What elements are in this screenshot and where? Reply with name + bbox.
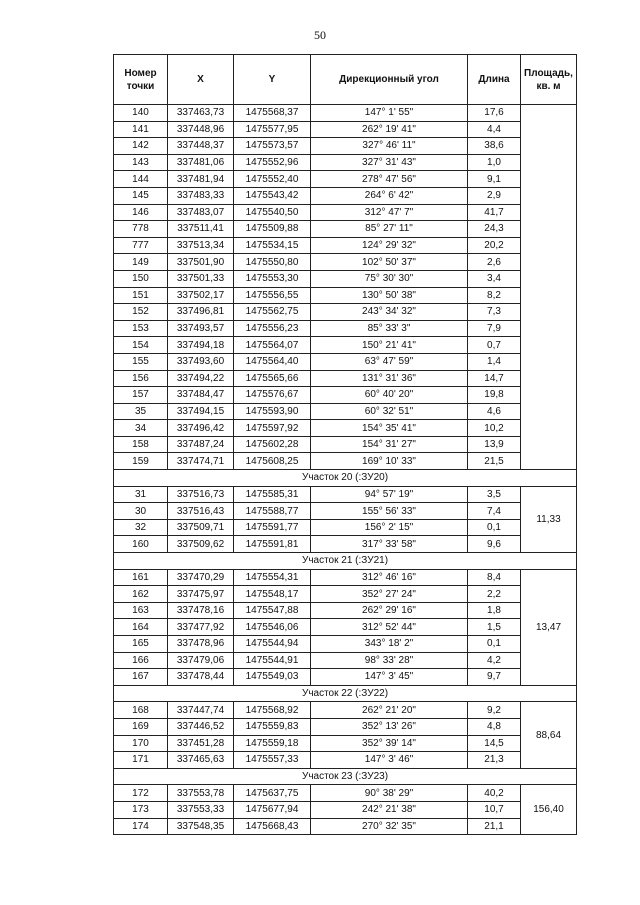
x-cell: 337496,81 <box>168 304 234 321</box>
point-number-cell: 164 <box>114 619 168 636</box>
table-row <box>114 586 577 603</box>
x-cell: 337553,33 <box>168 801 234 818</box>
table-row <box>114 171 577 188</box>
x-cell: 337478,44 <box>168 669 234 686</box>
x-cell: 337494,18 <box>168 337 234 354</box>
length-cell: 14,5 <box>468 735 521 752</box>
x-cell: 337511,41 <box>168 221 234 238</box>
y-cell: 1475591,77 <box>234 519 311 536</box>
table-header-row <box>114 55 577 105</box>
length-cell: 21,5 <box>468 453 521 470</box>
point-number-cell: 34 <box>114 420 168 437</box>
area-cell: 11,33 <box>521 486 577 552</box>
header-point-number: Номер точки <box>114 55 168 105</box>
point-number-cell: 144 <box>114 171 168 188</box>
x-cell: 337451,28 <box>168 735 234 752</box>
point-number-cell: 167 <box>114 669 168 686</box>
y-cell: 1475552,96 <box>234 154 311 171</box>
y-cell: 1475546,06 <box>234 619 311 636</box>
point-number-cell: 30 <box>114 503 168 520</box>
point-number-cell: 145 <box>114 187 168 204</box>
x-cell: 337509,62 <box>168 536 234 553</box>
point-number-cell: 173 <box>114 801 168 818</box>
y-cell: 1475602,28 <box>234 436 311 453</box>
length-cell: 0,7 <box>468 337 521 354</box>
y-cell: 1475544,91 <box>234 652 311 669</box>
direction-angle-cell: 60° 40' 20" <box>311 387 468 404</box>
x-cell: 337516,43 <box>168 503 234 520</box>
direction-angle-cell: 147° 1' 55" <box>311 105 468 122</box>
table-row <box>114 735 577 752</box>
x-cell: 337487,24 <box>168 436 234 453</box>
point-number-cell: 35 <box>114 403 168 420</box>
length-cell: 3,4 <box>468 270 521 287</box>
table-row <box>114 669 577 686</box>
area-cell: 13,47 <box>521 569 577 685</box>
y-cell: 1475564,40 <box>234 353 311 370</box>
table-row <box>114 370 577 387</box>
point-number-cell: 143 <box>114 154 168 171</box>
direction-angle-cell: 131° 31' 36" <box>311 370 468 387</box>
point-number-cell: 163 <box>114 602 168 619</box>
point-number-cell: 157 <box>114 387 168 404</box>
x-cell: 337496,42 <box>168 420 234 437</box>
table-row <box>114 702 577 719</box>
table-row <box>114 320 577 337</box>
section-title: Участок 22 (:ЗУ22) <box>114 685 577 702</box>
direction-angle-cell: 147° 3' 46" <box>311 752 468 769</box>
table-row <box>114 270 577 287</box>
x-cell: 337493,57 <box>168 320 234 337</box>
y-cell: 1475577,95 <box>234 121 311 138</box>
length-cell: 0,1 <box>468 519 521 536</box>
direction-angle-cell: 102° 50' 37" <box>311 254 468 271</box>
y-cell: 1475568,37 <box>234 105 311 122</box>
y-cell: 1475608,25 <box>234 453 311 470</box>
length-cell: 4,8 <box>468 718 521 735</box>
length-cell: 9,2 <box>468 702 521 719</box>
direction-angle-cell: 63° 47' 59" <box>311 353 468 370</box>
direction-angle-cell: 352° 13' 26" <box>311 718 468 735</box>
point-number-cell: 168 <box>114 702 168 719</box>
point-number-cell: 160 <box>114 536 168 553</box>
length-cell: 2,9 <box>468 187 521 204</box>
header-length: Длина <box>468 55 521 105</box>
point-number-cell: 171 <box>114 752 168 769</box>
section-header-row <box>114 685 577 702</box>
length-cell: 19,8 <box>468 387 521 404</box>
x-cell: 337448,96 <box>168 121 234 138</box>
x-cell: 337483,07 <box>168 204 234 221</box>
point-number-cell: 158 <box>114 436 168 453</box>
x-cell: 337501,33 <box>168 270 234 287</box>
y-cell: 1475593,90 <box>234 403 311 420</box>
x-cell: 337553,78 <box>168 785 234 802</box>
direction-angle-cell: 270° 32' 35" <box>311 818 468 835</box>
table-row <box>114 785 577 802</box>
direction-angle-cell: 130° 50' 38" <box>311 287 468 304</box>
y-cell: 1475597,92 <box>234 420 311 437</box>
table-row <box>114 420 577 437</box>
table-row <box>114 121 577 138</box>
y-cell: 1475677,94 <box>234 801 311 818</box>
table-row <box>114 254 577 271</box>
y-cell: 1475556,55 <box>234 287 311 304</box>
area-cell: 156,40 <box>521 785 577 835</box>
length-cell: 9,6 <box>468 536 521 553</box>
direction-angle-cell: 352° 39' 14" <box>311 735 468 752</box>
y-cell: 1475550,80 <box>234 254 311 271</box>
length-cell: 1,4 <box>468 353 521 370</box>
direction-angle-cell: 312° 52' 44" <box>311 619 468 636</box>
length-cell: 4,6 <box>468 403 521 420</box>
direction-angle-cell: 327° 31' 43" <box>311 154 468 171</box>
direction-angle-cell: 242° 21' 38" <box>311 801 468 818</box>
length-cell: 4,2 <box>468 652 521 669</box>
length-cell: 7,9 <box>468 320 521 337</box>
section-header-row <box>114 768 577 785</box>
point-number-cell: 142 <box>114 138 168 155</box>
table-row <box>114 337 577 354</box>
y-cell: 1475548,17 <box>234 586 311 603</box>
direction-angle-cell: 262° 29' 16" <box>311 602 468 619</box>
length-cell: 20,2 <box>468 237 521 254</box>
x-cell: 337501,90 <box>168 254 234 271</box>
direction-angle-cell: 150° 21' 41" <box>311 337 468 354</box>
direction-angle-cell: 169° 10' 33" <box>311 453 468 470</box>
x-cell: 337481,94 <box>168 171 234 188</box>
direction-angle-cell: 312° 47' 7" <box>311 204 468 221</box>
direction-angle-cell: 85° 27' 11" <box>311 221 468 238</box>
direction-angle-cell: 312° 46' 16" <box>311 569 468 586</box>
point-number-cell: 153 <box>114 320 168 337</box>
y-cell: 1475568,92 <box>234 702 311 719</box>
y-cell: 1475557,33 <box>234 752 311 769</box>
y-cell: 1475573,57 <box>234 138 311 155</box>
point-number-cell: 152 <box>114 304 168 321</box>
point-number-cell: 151 <box>114 287 168 304</box>
length-cell: 4,4 <box>468 121 521 138</box>
table-row <box>114 105 577 122</box>
point-number-cell: 162 <box>114 586 168 603</box>
area-cell: 88,64 <box>521 702 577 768</box>
length-cell: 21,3 <box>468 752 521 769</box>
header-direction-angle: Дирекционный угол <box>311 55 468 105</box>
length-cell: 2,6 <box>468 254 521 271</box>
direction-angle-cell: 85° 33' 3" <box>311 320 468 337</box>
direction-angle-cell: 154° 31' 27" <box>311 436 468 453</box>
length-cell: 24,3 <box>468 221 521 238</box>
point-number-cell: 174 <box>114 818 168 835</box>
table-row <box>114 287 577 304</box>
table-row <box>114 519 577 536</box>
y-cell: 1475509,88 <box>234 221 311 238</box>
direction-angle-cell: 343° 18' 2" <box>311 636 468 653</box>
direction-angle-cell: 156° 2' 15" <box>311 519 468 536</box>
y-cell: 1475559,18 <box>234 735 311 752</box>
point-number-cell: 159 <box>114 453 168 470</box>
y-cell: 1475637,75 <box>234 785 311 802</box>
x-cell: 337448,37 <box>168 138 234 155</box>
table-row <box>114 718 577 735</box>
x-cell: 337477,92 <box>168 619 234 636</box>
point-number-cell: 172 <box>114 785 168 802</box>
table-row <box>114 204 577 221</box>
point-number-cell: 149 <box>114 254 168 271</box>
table-row <box>114 403 577 420</box>
page-number: 50 <box>314 28 326 42</box>
point-number-cell: 165 <box>114 636 168 653</box>
direction-angle-cell: 155° 56' 33" <box>311 503 468 520</box>
length-cell: 13,9 <box>468 436 521 453</box>
table-body <box>114 105 577 835</box>
direction-angle-cell: 147° 3' 45" <box>311 669 468 686</box>
direction-angle-cell: 278° 47' 56" <box>311 171 468 188</box>
direction-angle-cell: 327° 46' 11" <box>311 138 468 155</box>
x-cell: 337494,22 <box>168 370 234 387</box>
y-cell: 1475591,81 <box>234 536 311 553</box>
y-cell: 1475556,23 <box>234 320 311 337</box>
direction-angle-cell: 60° 32' 51" <box>311 403 468 420</box>
length-cell: 8,2 <box>468 287 521 304</box>
header-x: X <box>168 55 234 105</box>
table-row <box>114 818 577 835</box>
length-cell: 8,4 <box>468 569 521 586</box>
y-cell: 1475588,77 <box>234 503 311 520</box>
length-cell: 10,7 <box>468 801 521 818</box>
table-row <box>114 436 577 453</box>
header-y: Y <box>234 55 311 105</box>
direction-angle-cell: 317° 33' 58" <box>311 536 468 553</box>
length-cell: 17,6 <box>468 105 521 122</box>
x-cell: 337470,29 <box>168 569 234 586</box>
length-cell: 7,3 <box>468 304 521 321</box>
x-cell: 337493,60 <box>168 353 234 370</box>
point-number-cell: 778 <box>114 221 168 238</box>
point-number-cell: 777 <box>114 237 168 254</box>
length-cell: 1,0 <box>468 154 521 171</box>
section-title: Участок 20 (:ЗУ20) <box>114 470 577 487</box>
coordinates-table <box>113 54 577 835</box>
table-row <box>114 138 577 155</box>
y-cell: 1475668,43 <box>234 818 311 835</box>
table-row <box>114 503 577 520</box>
x-cell: 337446,52 <box>168 718 234 735</box>
point-number-cell: 170 <box>114 735 168 752</box>
y-cell: 1475540,50 <box>234 204 311 221</box>
table-row <box>114 353 577 370</box>
x-cell: 337509,71 <box>168 519 234 536</box>
y-cell: 1475543,42 <box>234 187 311 204</box>
table-row <box>114 652 577 669</box>
table-row <box>114 536 577 553</box>
length-cell: 2,2 <box>468 586 521 603</box>
x-cell: 337516,73 <box>168 486 234 503</box>
x-cell: 337479,06 <box>168 652 234 669</box>
area-cell <box>521 105 577 470</box>
table-row <box>114 486 577 503</box>
y-cell: 1475565,66 <box>234 370 311 387</box>
header-area: Площадь, кв. м <box>521 55 577 105</box>
x-cell: 337474,71 <box>168 453 234 470</box>
point-number-cell: 32 <box>114 519 168 536</box>
x-cell: 337478,16 <box>168 602 234 619</box>
point-number-cell: 146 <box>114 204 168 221</box>
length-cell: 21,1 <box>468 818 521 835</box>
y-cell: 1475554,31 <box>234 569 311 586</box>
length-cell: 9,7 <box>468 669 521 686</box>
y-cell: 1475547,88 <box>234 602 311 619</box>
table-row <box>114 636 577 653</box>
point-number-cell: 150 <box>114 270 168 287</box>
length-cell: 41,7 <box>468 204 521 221</box>
length-cell: 38,6 <box>468 138 521 155</box>
table-row <box>114 237 577 254</box>
table-row <box>114 801 577 818</box>
length-cell: 9,1 <box>468 171 521 188</box>
x-cell: 337465,63 <box>168 752 234 769</box>
section-header-row <box>114 553 577 570</box>
point-number-cell: 154 <box>114 337 168 354</box>
direction-angle-cell: 264° 6' 42" <box>311 187 468 204</box>
length-cell: 3,5 <box>468 486 521 503</box>
section-header-row <box>114 470 577 487</box>
y-cell: 1475564,07 <box>234 337 311 354</box>
point-number-cell: 155 <box>114 353 168 370</box>
y-cell: 1475585,31 <box>234 486 311 503</box>
direction-angle-cell: 154° 35' 41" <box>311 420 468 437</box>
point-number-cell: 156 <box>114 370 168 387</box>
x-cell: 337483,33 <box>168 187 234 204</box>
direction-angle-cell: 75° 30' 30" <box>311 270 468 287</box>
table-row <box>114 602 577 619</box>
table-row <box>114 187 577 204</box>
length-cell: 1,8 <box>468 602 521 619</box>
table-row <box>114 304 577 321</box>
point-number-cell: 161 <box>114 569 168 586</box>
y-cell: 1475553,30 <box>234 270 311 287</box>
y-cell: 1475576,67 <box>234 387 311 404</box>
direction-angle-cell: 352° 27' 24" <box>311 586 468 603</box>
table-row <box>114 453 577 470</box>
point-number-cell: 141 <box>114 121 168 138</box>
section-title: Участок 23 (:ЗУ23) <box>114 768 577 785</box>
direction-angle-cell: 98° 33' 28" <box>311 652 468 669</box>
point-number-cell: 31 <box>114 486 168 503</box>
y-cell: 1475534,15 <box>234 237 311 254</box>
x-cell: 337484,47 <box>168 387 234 404</box>
direction-angle-cell: 262° 21' 20" <box>311 702 468 719</box>
direction-angle-cell: 90° 38' 29" <box>311 785 468 802</box>
length-cell: 1,5 <box>468 619 521 636</box>
table-row <box>114 752 577 769</box>
point-number-cell: 166 <box>114 652 168 669</box>
length-cell: 7,4 <box>468 503 521 520</box>
point-number-cell: 140 <box>114 105 168 122</box>
length-cell: 0,1 <box>468 636 521 653</box>
y-cell: 1475549,03 <box>234 669 311 686</box>
table-row <box>114 387 577 404</box>
x-cell: 337475,97 <box>168 586 234 603</box>
direction-angle-cell: 243° 34' 32" <box>311 304 468 321</box>
direction-angle-cell: 124° 29' 32" <box>311 237 468 254</box>
x-cell: 337494,15 <box>168 403 234 420</box>
length-cell: 10,2 <box>468 420 521 437</box>
section-title: Участок 21 (:ЗУ21) <box>114 553 577 570</box>
table-row <box>114 154 577 171</box>
y-cell: 1475544,94 <box>234 636 311 653</box>
y-cell: 1475552,40 <box>234 171 311 188</box>
x-cell: 337548,35 <box>168 818 234 835</box>
x-cell: 337513,34 <box>168 237 234 254</box>
length-cell: 40,2 <box>468 785 521 802</box>
x-cell: 337502,17 <box>168 287 234 304</box>
table-row <box>114 569 577 586</box>
direction-angle-cell: 94° 57' 19" <box>311 486 468 503</box>
direction-angle-cell: 262° 19' 41" <box>311 121 468 138</box>
table-row <box>114 221 577 238</box>
x-cell: 337463,73 <box>168 105 234 122</box>
y-cell: 1475559,83 <box>234 718 311 735</box>
x-cell: 337447,74 <box>168 702 234 719</box>
y-cell: 1475562,75 <box>234 304 311 321</box>
point-number-cell: 169 <box>114 718 168 735</box>
x-cell: 337478,96 <box>168 636 234 653</box>
x-cell: 337481,06 <box>168 154 234 171</box>
length-cell: 14,7 <box>468 370 521 387</box>
table-row <box>114 619 577 636</box>
